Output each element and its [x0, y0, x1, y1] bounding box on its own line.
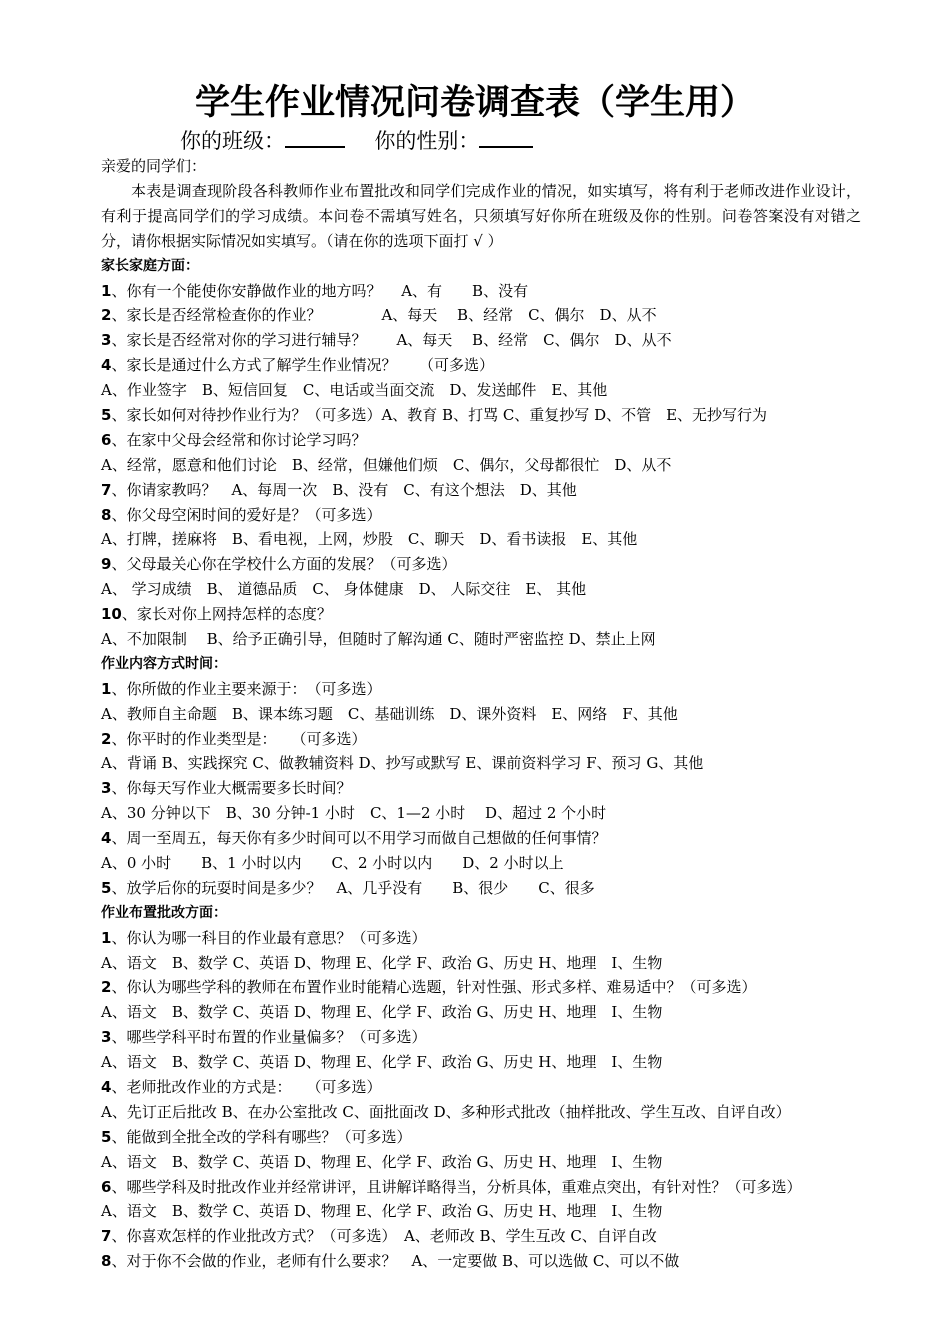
section-heading: 家长家庭方面： — [101, 257, 199, 274]
question-number: 6 — [101, 1177, 112, 1196]
question-line — [101, 975, 861, 1000]
section-heading: 作业内容方式时间： — [101, 655, 227, 672]
question-number: 4 — [101, 356, 112, 375]
question-line — [101, 353, 861, 378]
options-line — [101, 1100, 861, 1125]
option-text: A、语文 B、数学 C、英语 D、物理 E、化学 F、政治 G、历史 H、地理 I、生物 — [101, 1202, 663, 1221]
options-line — [101, 527, 861, 552]
question-number: 9 — [101, 555, 112, 574]
option-text: A、经常，愿意和他们讨论 B、经常，但嫌他们烦 C、偶尔，父母都很忙 D、从不 — [101, 455, 672, 474]
option-text: A、背诵 B、实践探究 C、做教辅资料 D、抄写或默写 E、课前资料学习 F、预习 G、其他 — [101, 754, 704, 773]
option-text: A、语文 B、数学 C、英语 D、物理 E、化学 F、政治 G、历史 H、地理 I、生物 — [101, 1152, 663, 1171]
options-line — [101, 453, 861, 478]
question-text: 、你所做的作业主要来源于： （可多选） — [111, 679, 382, 698]
question-number: 2 — [101, 729, 112, 748]
option-text: A、0 小时 B、1 小时以内 C、2 小时以内 D、2 小时以上 — [101, 853, 564, 872]
options-line — [101, 751, 861, 776]
question-number: 8 — [101, 1252, 112, 1271]
options-line — [101, 851, 861, 876]
question-text: 、家长是否经常对你的学习进行辅导？ A、每天 B、经常 C、偶尔 D、从不 — [111, 331, 672, 350]
question-sections — [101, 254, 861, 1275]
question-number: 6 — [101, 430, 112, 449]
options-line — [101, 801, 861, 826]
question-text: 、你认为哪些学科的教师在布置作业时能精心选题，针对性强、形式多样、难易适中？（可多选） — [111, 978, 757, 997]
page-title: 学生作业情况问卷调查表（学生用） — [194, 83, 755, 123]
option-text: A、作业签字 B、短信回复 C、电话或当面交流 D、发送邮件 E、其他 — [101, 381, 608, 400]
question-number: 4 — [101, 829, 112, 848]
option-text: A、 学习成绩 B、 道德品质 C、 身体健康 D、 人际交往 E、 其他 — [101, 580, 587, 599]
question-line — [101, 926, 861, 951]
option-text: A、先订正后批改 B、在办公室批改 C、面批面改 D、多种形式批改（抽样批改、学生互改、自评自改） — [101, 1102, 791, 1121]
question-line — [101, 279, 861, 304]
intro-paragraph: 本表是调查现阶段各科教师作业布置批改和同学们完成作业的情况，如实填写，将有利于老师改进作业设计，有利于提高同学们的学习成绩。本问卷不需填写姓名，只须填写好你所在班级及你的性别。问卷答案没有对错之分，请你根据实际情况如实填写。（请在你的选项下面打 √ ） — [101, 181, 861, 250]
question-line — [101, 303, 861, 328]
question-text: 、你每天写作业大概需要多长时间？ — [111, 779, 352, 798]
question-text: 、你请家教吗？ A、每周一次 B、没有 C、有这个想法 D、其他 — [111, 480, 577, 499]
option-text: A、30 分钟以下 B、30 分钟-1 小时 C、1—2 小时 D、超过 2 个小时 — [101, 804, 607, 823]
question-line — [101, 428, 861, 453]
question-line — [101, 503, 861, 528]
question-line — [101, 1125, 861, 1150]
question-line — [101, 876, 861, 901]
question-text: 、家长是通过什么方式了解学生作业情况？ （可多选） — [111, 356, 494, 375]
question-line — [101, 328, 861, 353]
option-text: A、不加限制 B、给予正确引导，但随时了解沟通 C、随时严密监控 D、禁止上网 — [101, 629, 656, 648]
question-line — [101, 1249, 861, 1274]
question-line — [101, 1025, 861, 1050]
question-number: 2 — [101, 306, 112, 325]
question-line — [101, 727, 861, 752]
question-text: 、老师批改作业的方式是： （可多选） — [111, 1078, 382, 1096]
question-text: 、你喜欢怎样的作业批改方式？（可多选） A、老师改 B、学生互改 C、自评自改 — [111, 1227, 657, 1246]
question-number: 3 — [101, 331, 112, 350]
question-number: 1 — [101, 281, 112, 300]
question-line — [101, 1224, 861, 1249]
question-number: 3 — [101, 1028, 112, 1047]
options-line — [101, 951, 861, 976]
question-line — [101, 602, 861, 627]
question-text: 、你认为哪一科目的作业最有意思？（可多选） — [111, 928, 427, 947]
question-number: 1 — [101, 928, 112, 947]
question-text: 、对于你不会做的作业，老师有什么要求？ A、一定要做 B、可以选做 C、可以不做 — [111, 1252, 680, 1271]
options-line — [101, 378, 861, 403]
question-text: 、家长是否经常检查你的作业？ A、每天 B、经常 C、偶尔 D、从不 — [111, 306, 657, 325]
gender-label: 你的性别： — [374, 129, 480, 153]
question-text: 、家长如何对待抄作业行为？（可多选）A、教育 B、打骂 C、重复抄写 D、不管 E、无抄写行为 — [111, 405, 768, 424]
option-text: A、语文 B、数学 C、英语 D、物理 E、化学 F、政治 G、历史 H、地理 I、生物 — [101, 1003, 663, 1022]
options-line — [101, 627, 861, 652]
options-line — [101, 1150, 861, 1175]
question-line — [101, 677, 861, 702]
question-line — [101, 478, 861, 503]
question-text: 、哪些学科及时批改作业并经常讲评，且讲解详略得当，分析具体，重难点突出，有针对性？（可多选） — [111, 1177, 802, 1196]
options-line — [101, 1050, 861, 1075]
question-line — [101, 552, 861, 577]
questionnaire-body — [101, 154, 861, 1274]
question-number: 5 — [101, 405, 112, 424]
question-text: 、在家中父母会经常和你讨论学习吗？ — [111, 430, 367, 449]
question-number: 4 — [101, 1078, 112, 1096]
question-text: 、哪些学科平时布置的作业量偏多？（可多选） — [111, 1028, 427, 1047]
gender-blank[interactable] — [479, 128, 533, 148]
question-text: 、能做到全批全改的学科有哪些？（可多选） — [111, 1127, 412, 1146]
question-line — [101, 1075, 861, 1100]
options-line — [101, 1000, 861, 1025]
options-line — [101, 1199, 861, 1224]
class-blank[interactable] — [285, 128, 345, 148]
question-text: 、父母最关心你在学校什么方面的发展？（可多选） — [111, 555, 457, 574]
question-text: 、周一至周五，每天你有多少时间可以不用学习而做自己想做的任何事情？ — [111, 829, 607, 848]
option-text: A、语文 B、数学 C、英语 D、物理 E、化学 F、政治 G、历史 H、地理 I、生物 — [101, 953, 663, 972]
question-number: 3 — [101, 779, 112, 798]
question-number: 8 — [101, 505, 112, 524]
question-number: 10 — [101, 605, 122, 624]
question-number: 2 — [101, 978, 112, 997]
question-number: 5 — [101, 878, 112, 897]
section-heading: 作业布置批改方面： — [101, 904, 227, 921]
options-line — [101, 577, 861, 602]
question-line — [101, 776, 861, 801]
question-text: 、你父母空闲时间的爱好是？（可多选） — [111, 505, 382, 524]
question-number: 5 — [101, 1127, 112, 1146]
option-text: A、打牌，搓麻将 B、看电视，上网，炒股 C、聊天 D、看书读报 E、其他 — [101, 530, 638, 549]
question-line — [101, 826, 861, 851]
option-text: A、语文 B、数学 C、英语 D、物理 E、化学 F、政治 G、历史 H、地理 I、生物 — [101, 1053, 663, 1072]
question-number: 1 — [101, 679, 112, 698]
question-number: 7 — [101, 480, 112, 499]
class-label: 你的班级： — [180, 129, 285, 153]
question-number: 7 — [101, 1227, 112, 1246]
question-text: 、你平时的作业类型是： （可多选） — [111, 729, 367, 748]
question-text: 、放学后你的玩耍时间是多少？ A、几乎没有 B、很少 C、很多 — [111, 878, 595, 897]
question-text: 、家长对你上网持怎样的态度？ — [121, 605, 332, 624]
options-line — [101, 702, 861, 727]
question-line — [101, 403, 861, 428]
student-info-line — [180, 127, 533, 155]
question-text: 、你有一个能使你安静做作业的地方吗？ A、有 B、没有 — [111, 281, 529, 300]
question-line — [101, 1175, 861, 1200]
option-text: A、教师自主命题 B、课本练习题 C、基础训练 D、课外资料 E、网络 F、其他 — [101, 704, 678, 723]
greeting: 亲爱的同学们： — [101, 157, 207, 175]
